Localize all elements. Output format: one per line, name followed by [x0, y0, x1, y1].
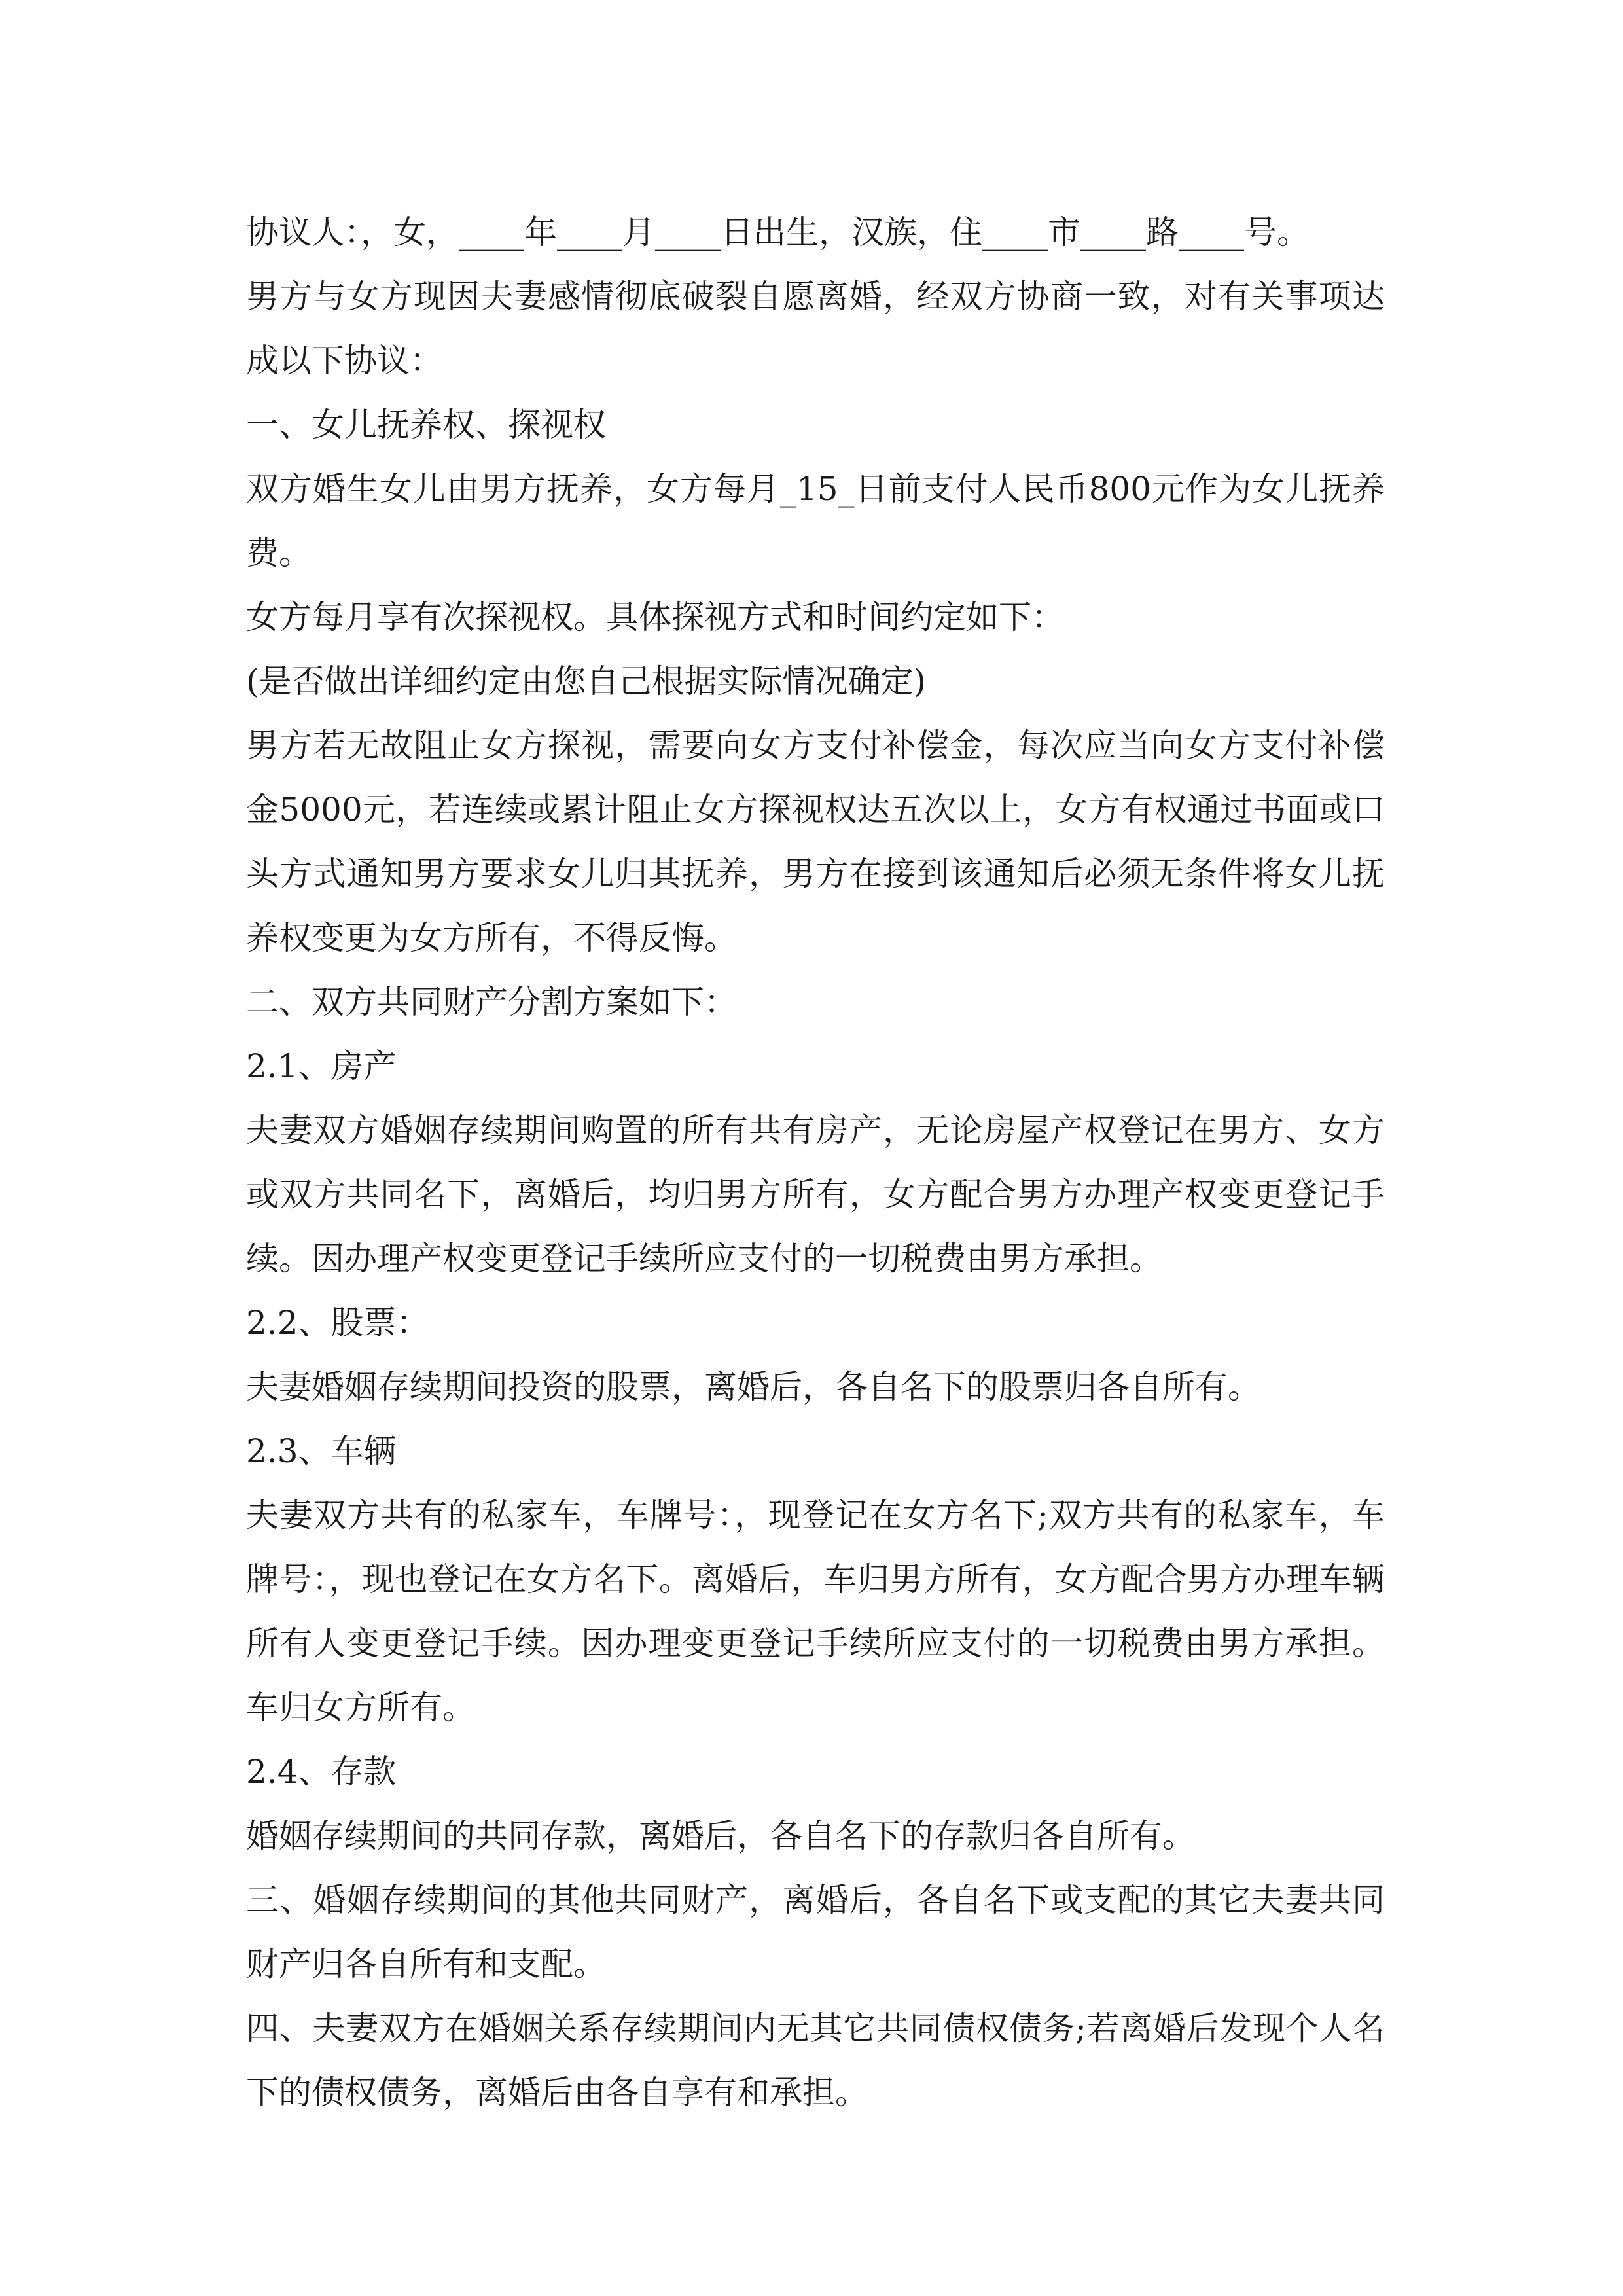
paragraph-debts: 四、夫妻双方在婚姻关系存续期间内无其它共同债权债务;若离婚后发现个人名下的债权债务，离婚后由各自享有和承担。	[246, 2009, 1385, 2111]
heading-real-estate: 2.1、房产	[246, 1047, 397, 1085]
paragraph-compensation: 男方若无故阻止女方探视，需要向女方支付补偿金，每次应当向女方支付补偿金5000元，若连续或累计阻止女方探视权达五次以上，女方有权通过书面或口头方式通知男方要求女儿归其抚养，男方在接到该通知后必须无条件将女儿抚养权变更为女方所有，不得反悔。	[246, 726, 1385, 957]
paragraph-preamble: 男方与女方现因夫妻感情彻底破裂自愿离婚，经双方协商一致，对有关事项达成以下协议：	[246, 278, 1385, 380]
document-body	[246, 200, 1385, 2125]
heading-property: 二、双方共同财产分割方案如下：	[246, 983, 737, 1021]
paragraph-real-estate: 夫妻双方婚姻存续期间购置的所有共有房产，无论房屋产权登记在男方、女方或双方共同名下，离婚后，均归男方所有，女方配合男方办理产权变更登记手续。因办理产权变更登记手续所应支付的一切税费由男方承担。	[246, 1111, 1385, 1278]
heading-deposits: 2.4、存款	[246, 1753, 397, 1791]
heading-vehicles: 2.3、车辆	[246, 1432, 397, 1470]
paragraph-stocks: 夫妻婚姻存续期间投资的股票，离婚后，各自名下的股票归各自所有。	[246, 1368, 1260, 1406]
paragraph-custody: 双方婚生女儿由男方抚养，女方每月_15_日前支付人民币800元作为女儿抚养费。	[246, 470, 1385, 572]
paragraph-visitation-note: (是否做出详细约定由您自己根据实际情况确定)	[246, 662, 927, 700]
heading-custody: 一、女儿抚养权、探视权	[246, 406, 606, 444]
heading-stocks: 2.2、股票：	[246, 1304, 429, 1342]
paragraph-visitation: 女方每月享有次探视权。具体探视方式和时间约定如下：	[246, 598, 1064, 636]
paragraph-other-property: 三、婚姻存续期间的其他共同财产，离婚后，各自名下或支配的其它夫妻共同财产归各自所有和支配。	[246, 1881, 1385, 1983]
paragraph-deposits: 婚姻存续期间的共同存款，离婚后，各自名下的存款归各自所有。	[246, 1817, 1195, 1855]
paragraph-parties: 协议人：，女，____年____月____日出生，汉族，住____市____路____号。	[246, 213, 1310, 251]
paragraph-vehicles: 夫妻双方共有的私家车，车牌号：，现登记在女方名下;双方共有的私家车，车牌号：，现也登记在女方名下。离婚后，车归男方所有，女方配合男方办理车辆所有人变更登记手续。因办理变更登记手续所应支付的一切税费由男方承担。车归女方所有。	[246, 1496, 1385, 1727]
